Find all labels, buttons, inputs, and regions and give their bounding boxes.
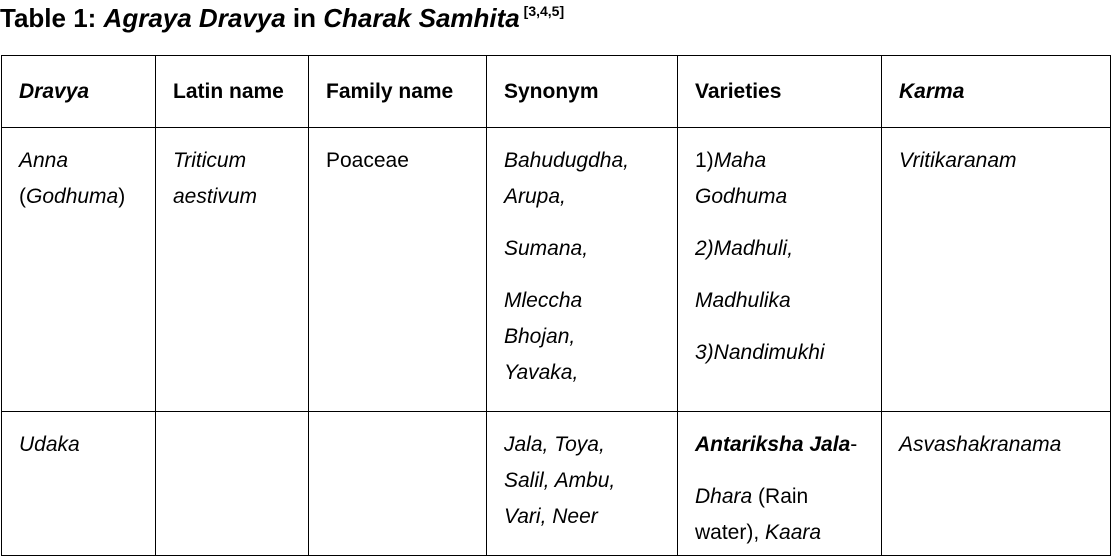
- variety-line: Madhulika: [695, 289, 791, 312]
- dravya-anna: Anna: [19, 149, 69, 172]
- table-row: [2, 412, 1111, 556]
- variety-line: Antariksha Jala-: [695, 433, 858, 456]
- cell-varieties: [678, 412, 882, 556]
- caption-term-charak-samhita: Charak Samhita: [323, 3, 520, 33]
- table-header-row: [2, 56, 1111, 128]
- table-caption: [0, 0, 564, 40]
- cell-karma: Asvashakranama: [882, 412, 1111, 556]
- synonym-line: Bhojan,: [504, 325, 576, 348]
- cell-synonym: [487, 128, 678, 412]
- synonym-line: Arupa,: [504, 185, 566, 208]
- header-latin-name: Latin name: [156, 56, 309, 128]
- caption-label: Table 1:: [0, 3, 104, 33]
- variety-line: 3)Nandimukhi: [695, 341, 825, 364]
- synonym-line: Sumana,: [504, 237, 589, 260]
- caption-references: [3,4,5]: [519, 3, 565, 19]
- synonym-line: Salil, Ambu,: [504, 469, 616, 492]
- synonym-line: Yavaka,: [504, 361, 579, 384]
- header-dravya: Dravya: [2, 56, 156, 128]
- dravya-godhuma: (Godhuma): [19, 185, 126, 208]
- synonym-line: Jala, Toya,: [504, 433, 605, 456]
- table-row: [2, 128, 1111, 412]
- cell-varieties: [678, 128, 882, 412]
- variety-line: Godhuma: [695, 185, 788, 208]
- header-family-name: Family name: [309, 56, 487, 128]
- cell-family-name: [309, 412, 487, 556]
- cell-latin-name: [156, 412, 309, 556]
- variety-line: Dhara (Rain: [695, 485, 809, 508]
- cell-family-name: Poaceae: [309, 128, 487, 412]
- cell-synonym: [487, 412, 678, 556]
- cell-dravya: Udaka: [2, 412, 156, 556]
- synonym-line: Mleccha: [504, 289, 583, 312]
- header-karma: Karma: [882, 56, 1111, 128]
- latin-line: Triticum: [173, 149, 247, 172]
- agraya-dravya-table: [1, 55, 1111, 556]
- synonym-line: Vari, Neer: [504, 505, 598, 528]
- header-synonym: Synonym: [487, 56, 678, 128]
- variety-line: 2)Madhuli,: [695, 237, 794, 260]
- header-varieties: Varieties: [678, 56, 882, 128]
- synonym-line: Bahudugdha,: [504, 149, 629, 172]
- cell-dravya: [2, 128, 156, 412]
- caption-connector: in: [285, 3, 324, 33]
- caption-term-agraya-dravya: Agraya Dravya: [103, 3, 286, 33]
- variety-line: water), Kaara: [695, 521, 822, 544]
- cell-karma: Vritikaranam: [882, 128, 1111, 412]
- variety-line: 1)Maha: [695, 149, 767, 172]
- cell-latin-name: [156, 128, 309, 412]
- latin-line: aestivum: [173, 185, 258, 208]
